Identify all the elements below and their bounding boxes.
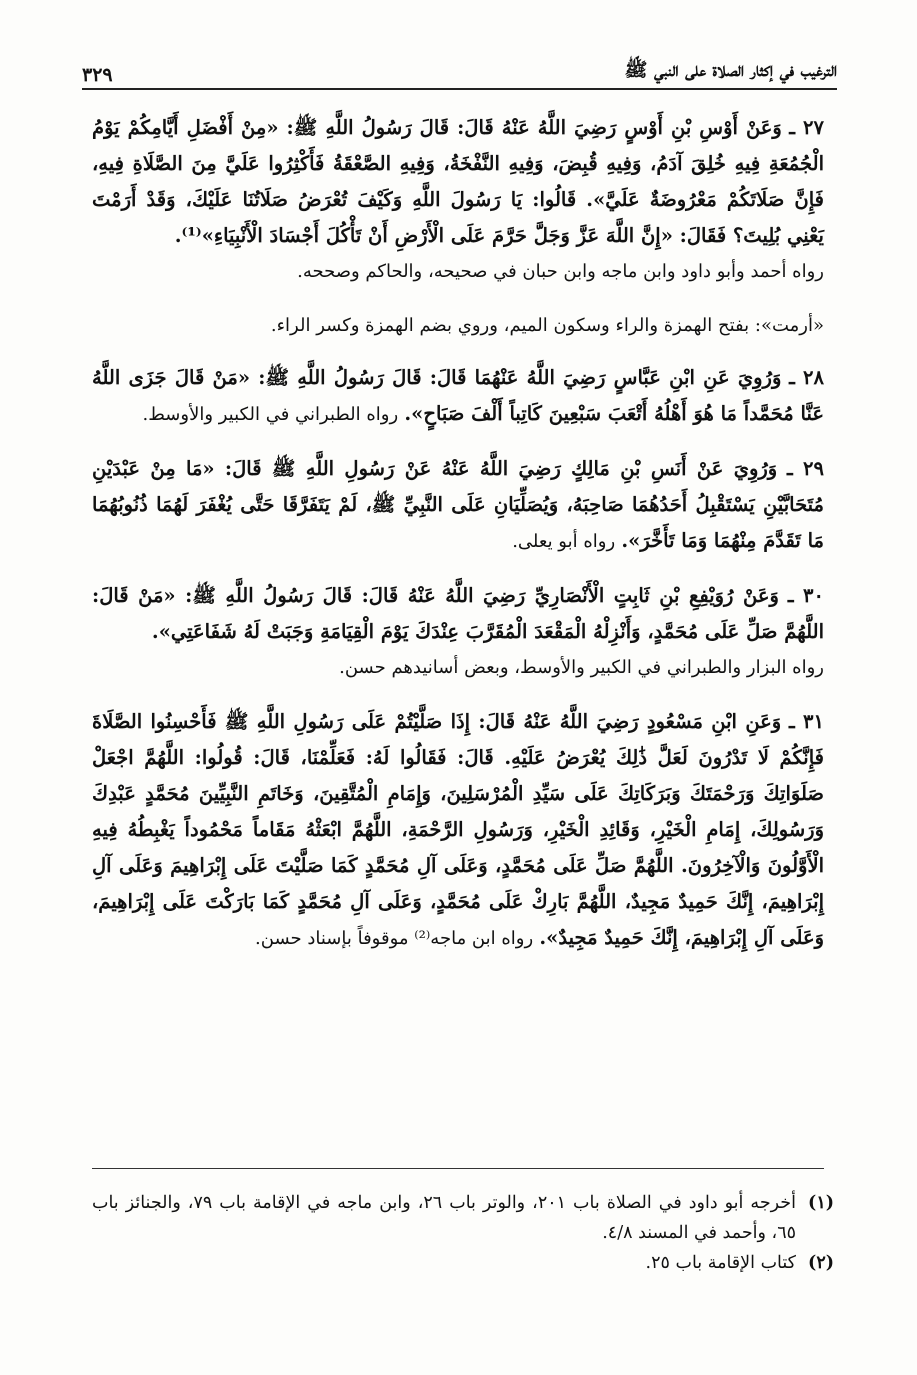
hadith-number: ٣٠ ـ [787,584,824,607]
hadith-text: وَرُوِيَ عَنِ ابْنِ عَبَّاسٍ رَضِيَ اللَّهُ عَنْهُمَا قَالَ: قَالَ رَسُولُ اللَّهِ ﷺ: «مَنْ قَالَ جَزَى اللَّهُ عَنَّا مُحَمَّداً مَا هُوَ أَهْلُهُ أَتْعَبَ سَبْعِينَ كَاتِباً أَلْفَ صَبَاحٍ». [92,366,824,425]
hadith-number: ٢٩ ـ [786,457,824,480]
hadith-27 [92,110,824,290]
hadith-source: رواه ابن ماجه⁽²⁾ موقوفاً بإسناد حسن. [255,928,534,949]
hadith-text: وَعَنْ أَوْسِ بْنِ أَوْسٍ رَضِيَ اللَّهُ عَنْهُ قَالَ: قَالَ رَسُولُ اللَّهِ ﷺ: «مِنْ أَفْضَلِ أَيَّامِكُمْ يَوْمُ الْجُمُعَةِ فِيهِ خُلِقَ آدَمُ، وَفِيهِ قُبِضَ، وَفِيهِ النَّفْخَةُ، وَفِيهِ الصَّعْقَةُ فَأَكْثِرُوا عَلَيَّ مِنَ الصَّلَاةِ فِيهِ، فَإِنَّ صَلَاتَكُمْ مَعْرُوضَةٌ عَلَيَّ». قَالُوا: يَا رَسُولَ اللَّهِ وَكَيْفَ تُعْرَضُ صَلَاتُنَا عَلَيْكَ، وَقَدْ أَرَمْتَ يَعْنِي بُلِيتَ؟ فَقَالَ: «إِنَّ اللَّهَ عَزَّ وَجَلَّ حَرَّمَ عَلَى الْأَرْضِ أَنْ تَأْكُلَ أَجْسَادَ الْأَنْبِيَاءِ»⁽¹⁾. [92,116,824,247]
hadith-text: وَعَنِ ابْنِ مَسْعُودٍ رَضِيَ اللَّهُ عَنْهُ قَالَ: إِذَا صَلَّيْتُمْ عَلَى رَسُولِ اللَّهِ ﷺ فَأَحْسِنُوا الصَّلَاةَ فَإِنَّكُمْ لَا تَدْرُونَ لَعَلَّ ذَٰلِكَ يُعْرَضُ عَلَيْهِ. قَالَ: فَقَالُوا لَهُ: فَعَلِّمْنَا، قَالَ: قُولُوا: اللَّهُمَّ اجْعَلْ صَلَوَاتِكَ وَرَحْمَتَكَ وَبَرَكَاتِكَ عَلَى سَيِّدِ الْمُرْسَلِينَ، وَإِمَامِ الْمُتَّقِينَ، وَخَاتَمِ النَّبِيِّينَ مُحَمَّدٍ عَبْدِكَ وَرَسُولِكَ، إِمَامِ الْخَيْرِ، وَقَائِدِ الْخَيْرِ، وَرَسُولِ الرَّحْمَةِ، اللَّهُمَّ ابْعَثْهُ مَقَاماً مَحْمُوداً يَغْبِطُهُ فِيهِ الْأَوَّلُونَ وَالْآخِرُونَ. اللَّهُمَّ صَلِّ عَلَى مُحَمَّدٍ، وَعَلَى آلِ مُحَمَّدٍ كَمَا صَلَّيْتَ عَلَى إِبْرَاهِيمَ وَعَلَى آلِ إِبْرَاهِيمَ، إِنَّكَ حَمِيدٌ مَجِيدٌ، اللَّهُمَّ بَارِكْ عَلَى مُحَمَّدٍ، وَعَلَى آلِ مُحَمَّدٍ كَمَا بَارَكْتَ عَلَى إِبْرَاهِيمَ، وَعَلَى آلِ إِبْرَاهِيمَ، إِنَّكَ حَمِيدٌ مَجِيدٌ». [92,710,824,949]
hadith-29 [92,451,824,560]
footnote-text: أخرجه أبو داود في الصلاة باب ٢٠١، والوتر باب ٢٦، وابن ماجه في الإقامة باب ٧٩، والجنائز باب ٦٥، وأحمد في المسند ٤/٨. [92,1193,796,1243]
hadith-31 [92,704,824,957]
page-number: ٣٢٩ [82,64,113,86]
footnote-text: كتاب الإقامة باب ٢٥. [645,1253,796,1273]
hadith-source: رواه أبو يعلى. [512,531,616,552]
running-header [82,58,837,90]
footnote-2 [92,1248,834,1278]
footnote-number: (١) [808,1193,834,1213]
hadith-30 [92,578,824,686]
footnote-number: (٢) [808,1253,834,1273]
footnote-separator [92,1168,824,1169]
explanatory-note: «أرمت»: بفتح الهمزة والراء وسكون الميم، وروي بضم الهمزة وكسر الراء. [270,315,824,336]
footnotes [92,1188,834,1278]
hadith-number: ٢٨ ـ [789,366,824,389]
hadith-source: رواه البزار والطبراني في الكبير والأوسط، وبعض أسانيدهم حسن. [339,657,824,678]
hadith-text: وَرُوِيَ عَنْ أَنَسِ بْنِ مَالِكٍ رَضِيَ اللَّهُ عَنْهُ عَنْ رَسُولِ اللَّهِ ﷺ قَالَ: «مَا مِنْ عَبْدَيْنِ مُتَحَابَّيْنِ يَسْتَقْبِلُ أَحَدُهُمَا صَاحِبَهُ، وَيُصَلِّيَانِ عَلَى النَّبِيِّ ﷺ، لَمْ يَتَفَرَّقَا حَتَّى يُغْفَرَ لَهُمَا ذُنُوبُهُمَا مَا تَقَدَّمَ مِنْهُمَا وَمَا تَأَخَّرَ». [92,457,824,552]
hadith-source: رواه أحمد وأبو داود وابن ماجه وابن حبان في صحيحه، والحاكم وصححه. [297,261,824,282]
footnote-1 [92,1188,834,1248]
hadith-number: ٢٧ ـ [789,116,824,139]
main-text [92,110,824,975]
hadith-number: ٣١ ـ [788,710,824,733]
hadith-source: رواه الطبراني في الكبير والأوسط. [142,404,399,425]
hadith-text: وَعَنْ رُوَيْفِعِ بْنِ ثَابِتٍ الْأَنْصَارِيِّ رَضِيَ اللَّهُ عَنْهُ قَالَ: قَالَ رَسُولُ اللَّهِ ﷺ: «مَنْ قَالَ: اللَّهُمَّ صَلِّ عَلَى مُحَمَّدٍ، وَأَنْزِلْهُ الْمَقْعَدَ الْمُقَرَّبَ عِنْدَكَ يَوْمَ الْقِيَامَةِ وَجَبَتْ لَهُ شَفَاعَتِي». [92,584,824,643]
hadith-28 [92,360,824,433]
header-title: الترغيب في إكثار الصلاة على النبي ﷺ [624,59,837,81]
